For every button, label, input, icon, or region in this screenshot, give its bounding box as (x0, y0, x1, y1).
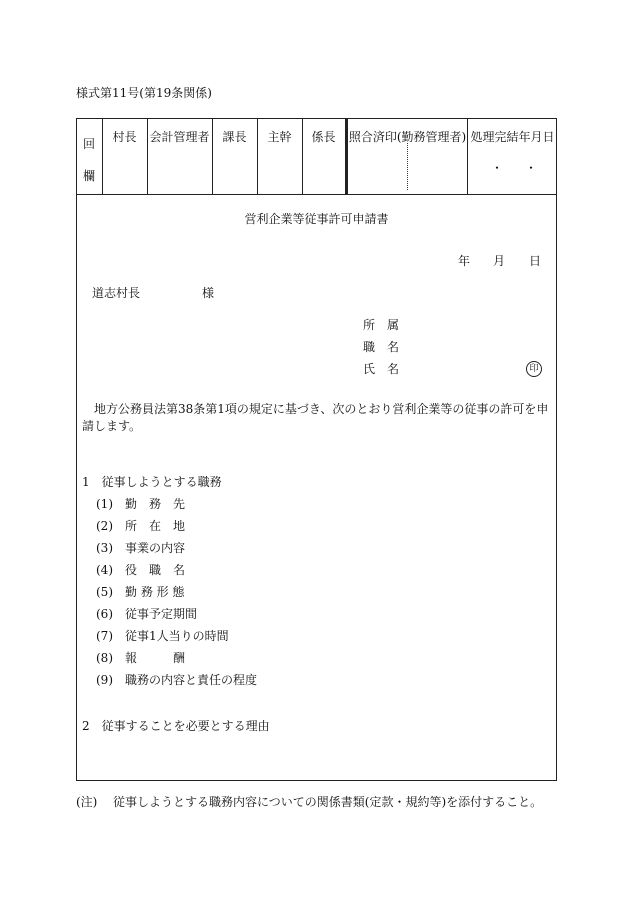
item-label: 勤 務 先 (125, 497, 186, 511)
applicant-affiliation-label: 所 属 (363, 318, 400, 332)
header-village-mayor: 村長 (112, 130, 137, 144)
applicant-position-label: 職 名 (363, 340, 400, 354)
item-number: (1) (96, 497, 113, 511)
applicant-name-label: 氏 名 (363, 362, 400, 376)
item-number: (8) (96, 651, 113, 665)
item-number: (5) (96, 585, 113, 599)
application-body (76, 194, 557, 781)
header-subsection-chief: 係長 (311, 130, 336, 144)
date-year: 年 (458, 254, 471, 268)
item-number: (3) (96, 541, 113, 555)
header-verification-seal: 照合済印(勤務管理者) (348, 130, 467, 144)
application-title: 営利企業等従事許可申請書 (244, 212, 389, 226)
header-chief-manager: 主幹 (267, 130, 292, 144)
addressee-name: 道志村長 (92, 286, 141, 300)
header-completion-date: 処理完結年月日 (470, 130, 555, 144)
header-section-chief: 課長 (222, 130, 247, 144)
item-number: (7) (96, 629, 113, 643)
dotted-divider (407, 143, 408, 190)
section1-heading: 1 従事しようとする職務 (82, 475, 222, 489)
item-number: (2) (96, 519, 113, 533)
circulation-label-bottom: 欄 (83, 169, 96, 183)
seal-mark-icon: 印 (526, 361, 542, 377)
item-label: 職務の内容と責任の程度 (125, 673, 258, 687)
form-code: 様式第11号(第19条関係) (76, 86, 212, 100)
date-separator: ・ (491, 161, 504, 175)
application-statement: 地方公務員法第38条第1項の規定に基づき、次のとおり営利企業等の従事の許可を申請します。 (82, 402, 549, 433)
item-label: 従事1人当りの時間 (125, 629, 229, 643)
item-number: (4) (96, 563, 113, 577)
item-label: 所 在 地 (125, 519, 186, 533)
header-accounting-manager: 会計管理者 (149, 130, 210, 144)
item-label: 勤 務 形 態 (125, 585, 185, 599)
date-month: 月 (493, 254, 506, 268)
approval-stamp-table (76, 118, 557, 194)
item-number: (6) (96, 607, 113, 621)
note-label: (注) (76, 795, 98, 809)
circulation-label-top: 回 (83, 137, 96, 151)
date-day: 日 (529, 254, 542, 268)
section2-heading: 2 従事することを必要とする理由 (82, 719, 270, 733)
item-label: 事業の内容 (125, 541, 186, 555)
date-separator: ・ (525, 161, 538, 175)
addressee-honorific: 様 (202, 286, 215, 300)
item-number: (9) (96, 673, 113, 687)
item-label: 従事予定期間 (125, 607, 198, 621)
note-text: 従事しようとする職務内容についての関係書類(定款・規約等)を添付すること。 (113, 795, 543, 809)
item-label: 報 酬 (125, 651, 186, 665)
item-label: 役 職 名 (125, 563, 186, 577)
